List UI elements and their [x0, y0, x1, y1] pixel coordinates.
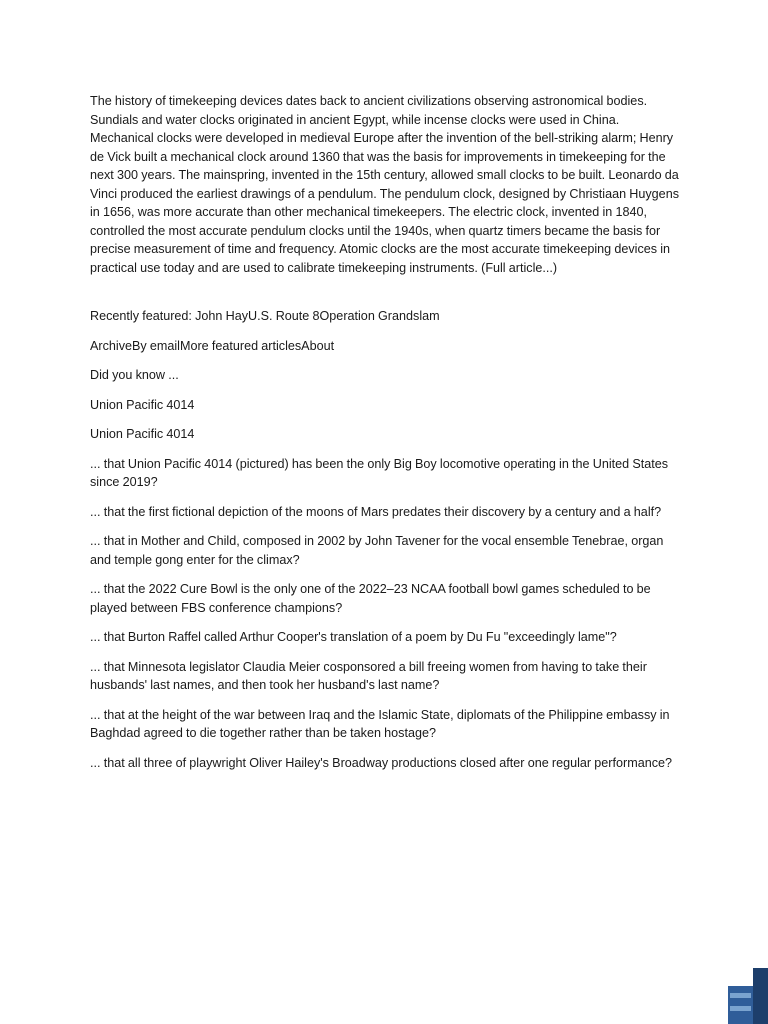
recently-featured-line: Recently featured: John HayU.S. Route 8Operation Grandslam: [90, 309, 440, 323]
page-content: [90, 92, 680, 783]
next-page-image-stripe: [730, 1006, 751, 1011]
dyk-fact: ... that Union Pacific 4014 (pictured) has been the only Big Boy locomotive operating in the United States since 2019?: [90, 456, 669, 489]
did-you-know-heading: Did you know ...: [90, 368, 179, 382]
dyk-fact: ... that all three of playwright Oliver Hailey's Broadway productions closed after one regular performance?: [90, 755, 673, 770]
next-page-image-mid-block: [728, 986, 753, 1024]
next-page-image-dark-block: [753, 968, 768, 1024]
dyk-fact: ... that at the height of the war between Iraq and the Islamic State, diplomats of the Philippine embassy in Baghdad agreed to die together rather than be taken hostage?: [90, 707, 670, 740]
dyk-fact: ... that Minnesota legislator Claudia Meier cosponsored a bill freeing women from having to take their husbands' last names, and then took her husband's last name?: [90, 659, 647, 692]
intro-paragraph: The history of timekeeping devices dates back to ancient civilizations observing astronomical bodies. Sundials and water clocks originated in ancient Egypt, while incense clocks were used in China. Mechanical clocks were developed in medieval Europe after the invention of the bell-striking alarm; Henry de Vick built a mechanical clock around 1360 that was the basis for improvements in timekeeping for the next 300 years. The mainspring, invented in the 15th century, allowed small clocks to be built. Leonardo da Vinci produced the earliest drawings of a pendulum. The pendulum clock, designed by Christiaan Huygens in 1656, was more accurate than other mechanical timekeepers. The electric clock, invented in 1840, controlled the most accurate pendulum clocks until the 1940s, when quartz timers became the basis for precise measurement of time and frequency. Atomic clocks are the most accurate timekeeping devices in practical use today and are used to calibrate timekeeping instruments. (Full article...): [90, 94, 679, 275]
image-caption-2: Union Pacific 4014: [90, 427, 195, 441]
dyk-fact: ... that the first fictional depiction of the moons of Mars predates their discovery by a century and a half?: [90, 504, 662, 519]
featured-links-line: ArchiveBy emailMore featured articlesAbout: [90, 338, 335, 353]
next-page-image-fragment: [728, 968, 768, 1024]
dyk-fact: ... that in Mother and Child, composed in 2002 by John Tavener for the vocal ensemble Tenebrae, organ and temple gong enter for the climax?: [90, 534, 664, 567]
next-page-image-stripe: [730, 993, 751, 998]
dyk-fact: ... that the 2022 Cure Bowl is the only one of the 2022–23 NCAA football bowl games scheduled to be played between FBS conference champions?: [90, 582, 651, 615]
dyk-fact: ... that Burton Raffel called Arthur Cooper's translation of a poem by Du Fu "exceedingly lame"?: [90, 630, 617, 644]
image-caption-1: Union Pacific 4014: [90, 397, 195, 412]
